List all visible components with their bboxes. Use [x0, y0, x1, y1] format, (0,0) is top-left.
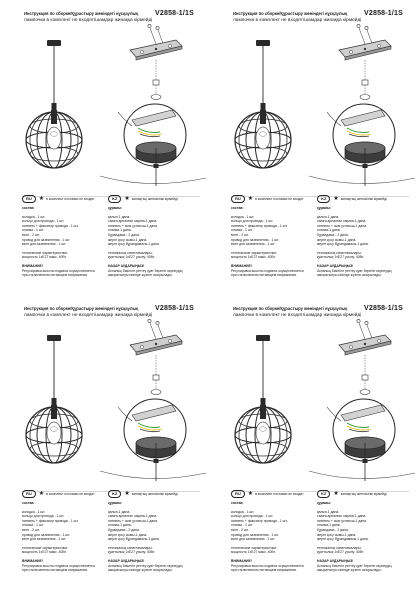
list-item: винт - 2 шт.: [22, 232, 40, 237]
list-item: винт для заземления - 1 шт.: [22, 537, 67, 542]
warning-text-kz: [317, 564, 413, 573]
list-item: планка-1 дана.: [317, 228, 341, 233]
list-item: ажыратылуы кезінде жүзеге асырылады.: [108, 568, 173, 573]
warning-text-kz: [108, 269, 204, 278]
sheet-title: [24, 306, 200, 320]
star-icon: ★: [124, 196, 130, 202]
contents-heading-ru: состав:: [231, 206, 244, 210]
warning-title-ru: ВНИМАНИЕ!: [22, 263, 43, 268]
mounting-bar-illustration: [130, 319, 182, 394]
language-badge-kz: KZ: [108, 490, 121, 497]
mounting-bar-illustration: [130, 24, 182, 99]
lang-row-kz: [108, 490, 204, 498]
list-item: Регулировка высоты подвеса осуществляется: [22, 268, 95, 273]
lang-row-ru: [231, 490, 321, 498]
column-ru: [231, 490, 321, 573]
lang-row-ru: [22, 490, 112, 498]
lang-row-kz: [108, 195, 204, 203]
list-item: бұрандама - 2 дана.: [317, 232, 349, 237]
ceiling-canopy-illustration: [309, 399, 415, 481]
contents-list-ru: [231, 215, 321, 247]
contents-list-kz: [317, 510, 413, 542]
sheet-title: [233, 11, 409, 25]
mounting-bar-illustration: [339, 319, 391, 394]
pendant-lamp-illustration: [26, 335, 82, 463]
list-item: планка-1 дана.: [108, 523, 132, 528]
star-icon: ★: [38, 491, 45, 497]
tech-title-ru: технические характеристики:: [231, 250, 277, 255]
title-bulbs-not-included: лампочки в комплект не входят/шамдар жинаққа кірмейді: [233, 313, 362, 318]
warning-text-kz: [108, 564, 204, 573]
list-item: при отключенном питающем напряжении.: [22, 273, 89, 278]
list-item: қалып-1 дана.: [108, 509, 131, 514]
list-item: қалып-1 дана.: [317, 509, 340, 514]
tech-value-ru: мощность 1хЕ27 макс. 40Вт.: [231, 255, 276, 260]
warning-text-ru: [231, 269, 321, 278]
language-badge-ru: RU: [22, 195, 36, 202]
warning-text-ru: [231, 564, 321, 573]
column-kz: [108, 490, 204, 573]
list-item: колодка - 1 шт.: [231, 214, 255, 219]
model-number: V2858-1/1S: [364, 10, 403, 17]
list-item: ниппель + фиксатор провода - 1 шт.: [231, 223, 288, 228]
list-item: винт - 2 шт.: [231, 527, 249, 532]
tech-value-ru: мощность 1хЕ27 макс. 40Вт.: [231, 550, 276, 555]
list-item: Аспаның биіктігін реттеу қуат беретін кернеудің: [108, 268, 183, 273]
list-item: колодка - 1 шт.: [22, 214, 46, 219]
warning-title-kz: НАЗАР АУДАРЫҢЫЗ!: [317, 263, 354, 268]
list-item: бұрандама - 2 дана.: [108, 527, 140, 532]
contents-heading-kz: құрамы:: [317, 206, 332, 210]
list-item: винт - 2 шт.: [22, 527, 40, 532]
star-note-kz: жинақтың жеткізілімі кірмейді: [131, 196, 178, 201]
list-item: провод для заземления - 1 шт.: [231, 532, 280, 537]
contents-heading-ru: состав:: [231, 501, 244, 505]
list-item: винт - 2 шт.: [231, 232, 249, 237]
list-item: Регулировка высоты подвеса осуществляется: [231, 563, 304, 568]
list-item: бұрандама - 2 дана.: [317, 527, 349, 532]
lang-row-kz: [317, 490, 413, 498]
list-item: ниппель + сым ұстағыш-1 дана.: [108, 223, 158, 228]
tech-value-ru: мощность 1хЕ27 макс. 40Вт.: [22, 255, 67, 260]
list-item: ниппель + фиксатор провода - 1 шт.: [22, 223, 79, 228]
ceiling-canopy-illustration: [100, 104, 206, 186]
star-note-ru: в комплект поставки не входит: [255, 491, 304, 496]
list-item: провод для заземления - 1 шт.: [231, 237, 280, 242]
list-item: планка-1 дана.: [108, 228, 132, 233]
list-item: ниппель + сым ұстағыш-1 дана.: [317, 518, 367, 523]
tech-value-kz: қуаттылық 1хЕ27 ұсыну. 40Вт.: [317, 255, 364, 260]
star-note-ru: в комплект поставки не входит: [46, 196, 95, 201]
title-assembly-instructions: Инструкция по сборке/Құрастыру жөніндегі нұсқаулық: [233, 11, 348, 16]
sheet-title: [24, 11, 200, 25]
warning-text-kz: [317, 269, 413, 278]
list-item: Аспаның биіктігін реттеу қуат беретін кернеудің: [317, 268, 392, 273]
contents-list-kz: [317, 215, 413, 247]
list-item: ажыратылуы кезінде жүзеге асырылады.: [317, 273, 382, 278]
tech-title-kz: техникалық сипаттамалары:: [317, 250, 362, 255]
language-badge-kz: KZ: [317, 195, 330, 202]
star-icon: ★: [247, 196, 254, 202]
pendant-lamp-illustration: [235, 335, 291, 463]
list-item: провод для заземления - 1 шт.: [22, 532, 71, 537]
list-item: Регулировка высоты подвеса осуществляется: [231, 268, 304, 273]
mounting-bar-illustration: [339, 24, 391, 99]
tech-title-ru: технические характеристики:: [231, 545, 277, 550]
contents-list-ru: [22, 510, 112, 542]
list-item: жерге қосу сымы-1 дана.: [317, 532, 357, 537]
list-item: колодка - 1 шт.: [22, 509, 46, 514]
list-item: ажыратылуы кезінде жүзеге асырылады.: [108, 273, 173, 278]
list-item: жерге қосу бұрандамасы-1 дана.: [108, 242, 160, 247]
list-item: сымға арналған сақина-1 дана.: [317, 514, 367, 519]
list-item: кольцо для провода - 1 шт.: [231, 219, 274, 224]
list-item: планка-1 дана.: [317, 523, 341, 528]
list-item: винт для заземления - 1 шт.: [231, 537, 276, 542]
list-item: жерге қосу бұрандамасы-1 дана.: [317, 242, 369, 247]
column-kz: [317, 490, 413, 573]
contents-heading-ru: состав:: [22, 501, 35, 505]
list-item: винт для заземления - 1 шт.: [231, 242, 276, 247]
list-item: планка - 1 шт.: [22, 523, 44, 528]
list-item: провод для заземления - 1 шт.: [22, 237, 71, 242]
list-item: Регулировка высоты подвеса осуществляется: [22, 563, 95, 568]
list-item: кольцо для провода - 1 шт.: [231, 514, 274, 519]
tech-title-kz: техникалық сипаттамалары:: [108, 250, 153, 255]
column-ru: [231, 195, 321, 278]
title-assembly-instructions: Инструкция по сборке/Құрастыру жөніндегі нұсқаулық: [24, 306, 139, 311]
list-item: бұрандама - 2 дана.: [108, 232, 140, 237]
contents-heading-kz: құрамы:: [108, 206, 123, 210]
star-icon: ★: [38, 196, 45, 202]
lang-row-ru: [231, 195, 321, 203]
model-number: V2858-1/1S: [155, 305, 194, 312]
list-item: жерге қосу сымы-1 дана.: [108, 532, 148, 537]
tech-value-kz: қуаттылық 1хЕ27 ұсыну. 40Вт.: [317, 550, 364, 555]
lang-row-ru: [22, 195, 112, 203]
title-bulbs-not-included: лампочки в комплект не входят/шамдар жинаққа кірмейді: [24, 313, 153, 318]
warning-text-ru: [22, 269, 112, 278]
warning-title-ru: ВНИМАНИЕ!: [231, 558, 252, 563]
tech-title-ru: технические характеристики:: [22, 250, 68, 255]
list-item: сымға арналған сақина-1 дана.: [317, 219, 367, 224]
instruction-sheet-3: [0, 295, 208, 589]
list-item: қалып-1 дана.: [108, 214, 131, 219]
star-note-kz: жинақтың жеткізілімі кірмейді: [131, 491, 178, 496]
warning-title-kz: НАЗАР АУДАРЫҢЫЗ!: [317, 558, 354, 563]
contents-heading-kz: құрамы:: [317, 501, 332, 505]
instruction-sheet-1: [0, 0, 208, 294]
list-item: при отключенном питающем напряжении.: [231, 273, 298, 278]
list-item: при отключенном питающем напряжении.: [22, 568, 89, 573]
contents-list-kz: [108, 215, 204, 247]
language-badge-ru: RU: [231, 490, 245, 497]
star-note-kz: жинақтың жеткізілімі кірмейді: [340, 196, 387, 201]
title-assembly-instructions: Инструкция по сборке/Құрастыру жөніндегі нұсқаулық: [24, 11, 139, 16]
list-item: ниппель + сым ұстағыш-1 дана.: [317, 223, 367, 228]
list-item: сымға арналған сақина-1 дана.: [108, 514, 158, 519]
title-assembly-instructions: Инструкция по сборке/Құрастыру жөніндегі нұсқаулық: [233, 306, 348, 311]
contents-list-kz: [108, 510, 204, 542]
star-note-kz: жинақтың жеткізілімі кірмейді: [340, 491, 387, 496]
star-icon: ★: [333, 491, 339, 497]
language-badge-ru: RU: [22, 490, 36, 497]
ceiling-canopy-illustration: [309, 104, 415, 186]
column-ru: [22, 490, 112, 573]
star-icon: ★: [124, 491, 130, 497]
list-item: жерге қосу сымы-1 дана.: [317, 237, 357, 242]
list-item: планка - 1 шт.: [231, 228, 253, 233]
star-icon: ★: [333, 196, 339, 202]
pendant-lamp-illustration: [235, 40, 291, 168]
language-badge-kz: KZ: [108, 195, 121, 202]
tech-title-ru: технические характеристики:: [22, 545, 68, 550]
warning-title-ru: ВНИМАНИЕ!: [231, 263, 252, 268]
contents-heading-ru: состав:: [22, 206, 35, 210]
column-kz: [317, 195, 413, 278]
model-number: V2858-1/1S: [155, 10, 194, 17]
contents-heading-kz: құрамы:: [108, 501, 123, 505]
list-item: жерге қосу бұрандамасы-1 дана.: [317, 537, 369, 542]
instruction-sheet-4: [209, 295, 417, 589]
list-item: колодка - 1 шт.: [231, 509, 255, 514]
warning-title-kz: НАЗАР АУДАРЫҢЫЗ!: [108, 558, 145, 563]
sheet-title: [233, 306, 409, 320]
list-item: при отключенном питающем напряжении.: [231, 568, 298, 573]
language-badge-kz: KZ: [317, 490, 330, 497]
star-note-ru: в комплект поставки не входит: [46, 491, 95, 496]
ceiling-canopy-illustration: [100, 399, 206, 481]
contents-list-ru: [22, 215, 112, 247]
instruction-sheet-2: [209, 0, 417, 294]
list-item: қалып-1 дана.: [317, 214, 340, 219]
list-item: ниппель + фиксатор провода - 1 шт.: [22, 518, 79, 523]
tech-title-kz: техникалық сипаттамалары:: [108, 545, 153, 550]
warning-text-ru: [22, 564, 112, 573]
list-item: Аспаның биіктігін реттеу қуат беретін кернеудің: [108, 563, 183, 568]
tech-value-kz: қуаттылық 1хЕ27 ұсыну. 40Вт.: [108, 255, 155, 260]
list-item: планка - 1 шт.: [231, 523, 253, 528]
list-item: планка - 1 шт.: [22, 228, 44, 233]
lang-row-kz: [317, 195, 413, 203]
tech-value-ru: мощность 1хЕ27 макс. 40Вт.: [22, 550, 67, 555]
column-ru: [22, 195, 112, 278]
list-item: ниппель + сым ұстағыш-1 дана.: [108, 518, 158, 523]
column-kz: [108, 195, 204, 278]
list-item: кольцо для провода - 1 шт.: [22, 219, 65, 224]
list-item: ниппель + фиксатор провода - 1 шт.: [231, 518, 288, 523]
tech-value-kz: қуаттылық 1хЕ27 ұсыну. 40Вт.: [108, 550, 155, 555]
title-bulbs-not-included: лампочки в комплект не входят/шамдар жинаққа кірмейді: [233, 18, 362, 23]
list-item: жерге қосу сымы-1 дана.: [108, 237, 148, 242]
list-item: кольцо для провода - 1 шт.: [22, 514, 65, 519]
list-item: сымға арналған сақина-1 дана.: [108, 219, 158, 224]
list-item: жерге қосу бұрандамасы-1 дана.: [108, 537, 160, 542]
list-item: ажыратылуы кезінде жүзеге асырылады.: [317, 568, 382, 573]
pendant-lamp-illustration: [26, 40, 82, 168]
language-badge-ru: RU: [231, 195, 245, 202]
star-note-ru: в комплект поставки не входит: [255, 196, 304, 201]
contents-list-ru: [231, 510, 321, 542]
title-bulbs-not-included: лампочки в комплект не входят/шамдар жинаққа кірмейді: [24, 18, 153, 23]
tech-title-kz: техникалық сипаттамалары:: [317, 545, 362, 550]
list-item: Аспаның биіктігін реттеу қуат беретін кернеудің: [317, 563, 392, 568]
model-number: V2858-1/1S: [364, 305, 403, 312]
warning-title-kz: НАЗАР АУДАРЫҢЫЗ!: [108, 263, 145, 268]
star-icon: ★: [247, 491, 254, 497]
warning-title-ru: ВНИМАНИЕ!: [22, 558, 43, 563]
list-item: винт для заземления - 1 шт.: [22, 242, 67, 247]
